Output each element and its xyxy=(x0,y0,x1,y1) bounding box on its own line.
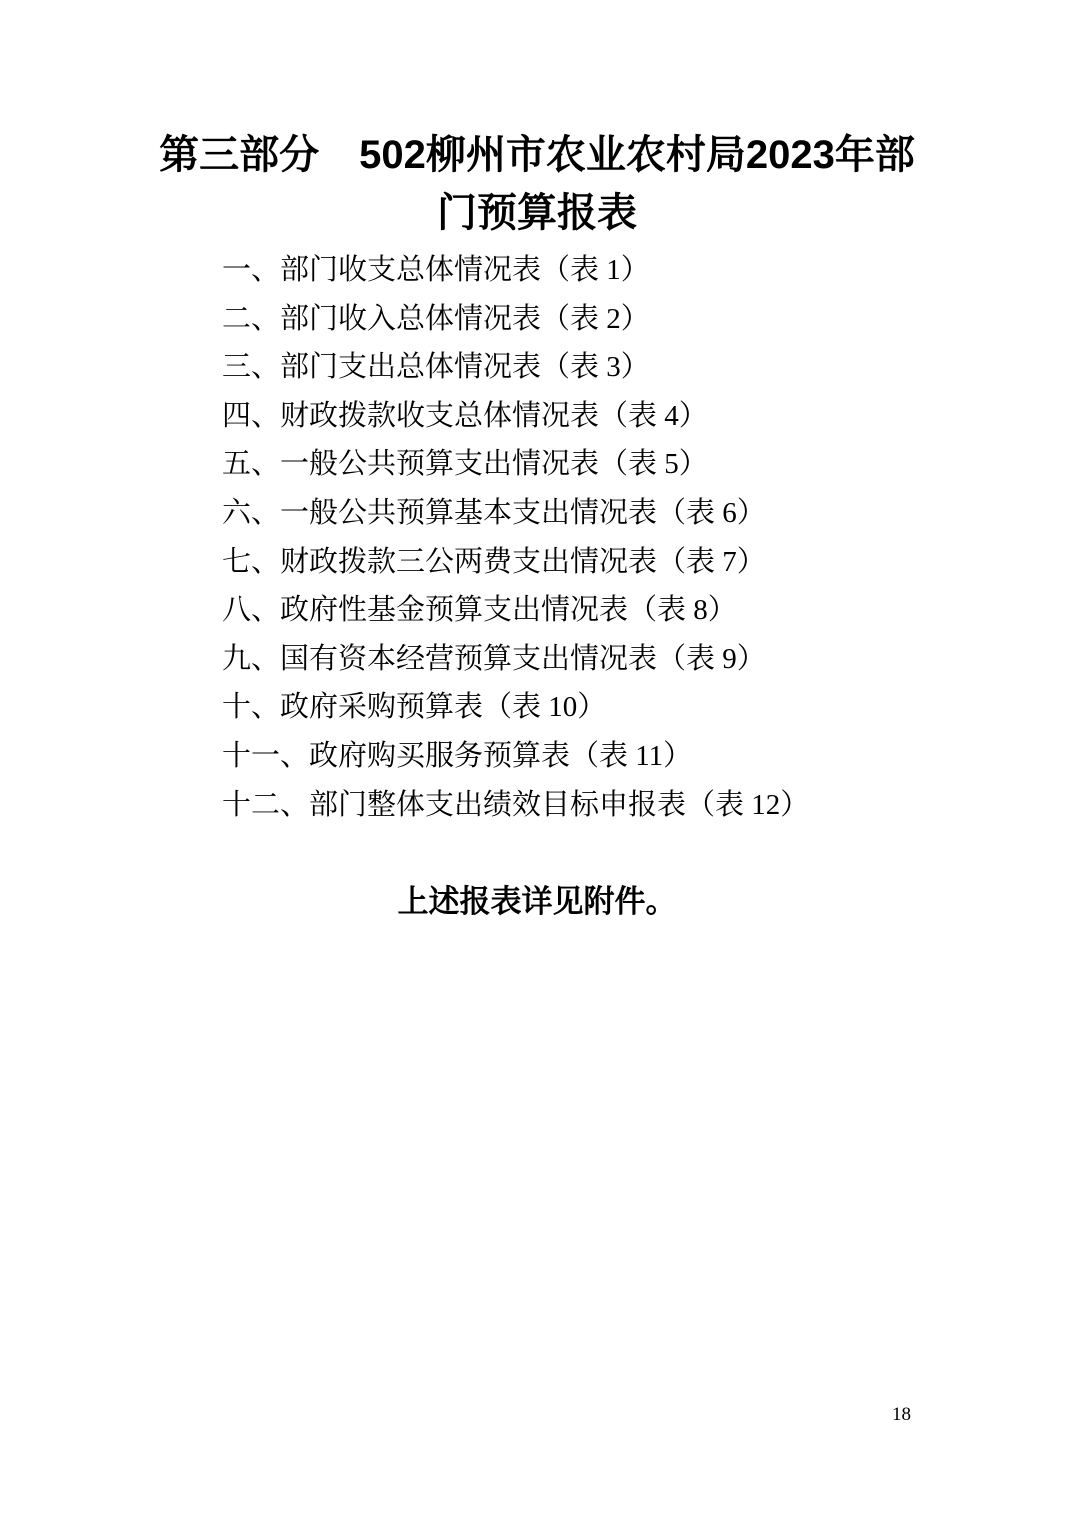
report-list-item-1: 一、部门收支总体情况表（表 1） xyxy=(222,254,650,286)
report-list-item-12: 十二、部门整体支出绩效目标申报表（表 12） xyxy=(222,788,810,821)
report-list-item-5: 五、一般公共预算支出情况表（表 5） xyxy=(222,448,708,481)
report-list-item-8: 八、政府性基金预算支出情况表（表 8） xyxy=(222,594,737,627)
report-list-item-3: 三、部门支出总体情况表（表 3） xyxy=(222,351,650,384)
report-list-item-9: 九、国有资本经营预算支出情况表（表 9） xyxy=(222,642,766,675)
page-number: 18 xyxy=(892,1404,911,1425)
section-title xyxy=(0,0,1074,242)
attachment-note: 上述报表详见附件。 xyxy=(397,884,677,920)
report-list-item-7: 七、财政拨款三公两费支出情况表（表 7） xyxy=(222,545,766,578)
report-list-item-2: 二、部门收入总体情况表（表 2） xyxy=(222,302,650,335)
report-list-item-4: 四、财政拨款收支总体情况表（表 4） xyxy=(222,399,708,432)
report-table-list xyxy=(222,246,1074,829)
section-title-line-2: 门预算报表 xyxy=(437,191,637,235)
section-title-line-1: 第三部分 502柳州市农业农村局2023年部 xyxy=(159,133,915,177)
report-list-item-10: 十、政府采购预算表（表 10） xyxy=(222,691,607,724)
report-list-item-6: 六、一般公共预算基本支出情况表（表 6） xyxy=(222,496,766,529)
report-list-item-11: 十一、政府购买服务预算表（表 11） xyxy=(222,739,693,772)
